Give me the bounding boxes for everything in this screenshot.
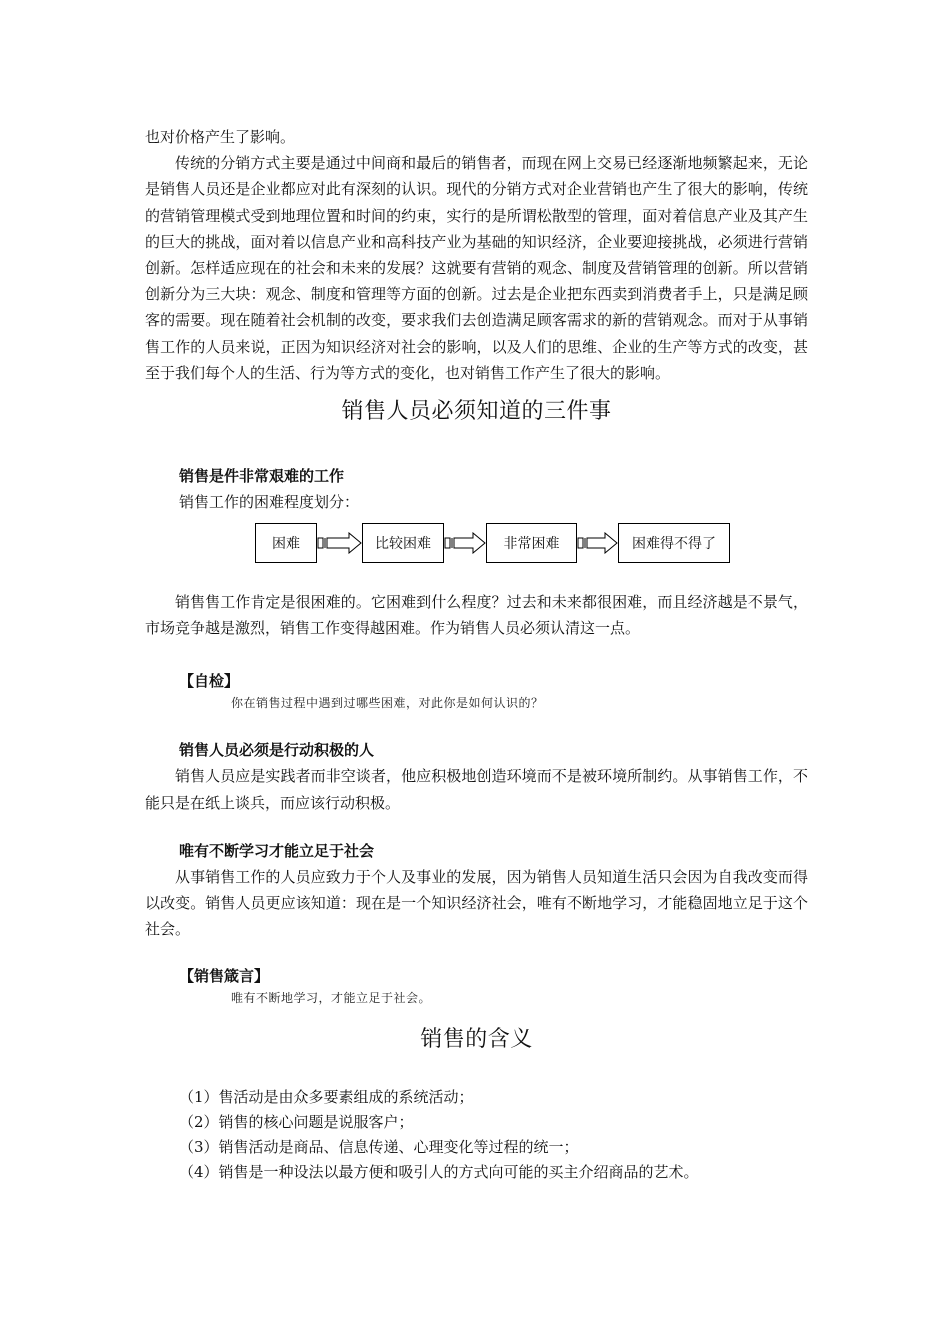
heading-keep-learning: 唯有不断学习才能立足于社会	[179, 841, 375, 860]
paragraph-sales-difficulty: 销售售工作肯定是很困难的。它困难到什么程度？过去和未来都很困难，而且经济越是不景气，市场竞争越是激烈，销售工作变得越困难。作为销售人员必须认清这一点。	[145, 593, 808, 638]
section-title-meaning: 销售的含义	[420, 1027, 533, 1053]
meaning-list	[145, 1085, 808, 1185]
difficulty-levels-label: 销售工作的困难程度划分：	[179, 493, 360, 512]
list-item: （2）销售的核心问题是说服客户；	[179, 1113, 414, 1132]
self-check-tag: 【自检】	[179, 672, 240, 691]
paragraph-proactive: 销售人员应是实践者而非空谈者，他应积极地创造环境而不是被环境所制约。从事销售工作，不能只是在纸上谈兵，而应该行动积极。	[145, 767, 808, 812]
difficulty-flow-diagram	[145, 523, 808, 567]
document-page	[145, 124, 808, 1185]
section-title-three-things: 销售人员必须知道的三件事	[341, 399, 612, 425]
list-item: （1）售活动是由众多要素组成的系统活动；	[179, 1088, 474, 1107]
heading-proactive: 销售人员必须是行动积极的人	[179, 741, 375, 760]
flow-arrow-icon	[444, 532, 486, 554]
sales-motto-tag: 【销售箴言】	[179, 967, 270, 986]
self-check-question: 你在销售过程中遇到过哪些困难，对此你是如何认识的？	[231, 696, 544, 711]
paragraph-distribution: 传统的分销方式主要是通过中间商和最后的销售者，而现在网上交易已经逐渐地频繁起来，无论是销售人员还是企业都应对此有深刻的认识。现代的分销方式对企业营销也产生了很大的影响，传统的营销管理模式受到地理位置和时间的约束，实行的是所谓松散型的管理，面对着信息产业及其产生的巨大的挑战，面对着以信息产业和高科技产业为基础的知识经济，企业要迎接挑战，必须进行营销创新。怎样适应现在的社会和未来的发展？这就要有营销的观念、制度及营销管理的创新。所以营销创新分为三大块：观念、制度和管理等方面的创新。过去是企业把东西卖到消费者手上，只是满足顾客的需要。现在随着社会机制的改变，要求我们去创造满足顾客需求的新的营销观念。而对于从事销售工作的人员来说，正因为知识经济对社会的影响，以及人们的思维、企业的生产等方式的改变，甚至于我们每个人的生活、行为等方式的变化，也对销售工作产生了很大的影响。	[145, 154, 808, 382]
list-item: （4）销售是一种设法以最方便和吸引人的方式向可能的买主介绍商品的艺术。	[179, 1163, 699, 1182]
paragraph-continuation: 也对价格产生了影响。	[145, 128, 296, 146]
sales-motto-text: 唯有不断地学习，才能立足于社会。	[231, 991, 432, 1006]
flow-arrow-icon	[317, 532, 362, 554]
flow-box-very-difficult: 非常困难	[486, 523, 577, 563]
heading-sales-is-hard: 销售是件非常艰难的工作	[179, 467, 345, 486]
flow-box-fairly-difficult: 比较困难	[362, 523, 444, 563]
flow-box-difficult: 困难	[255, 523, 317, 563]
flow-box-extremely-difficult: 困难得不得了	[618, 523, 730, 563]
list-item: （3）销售活动是商品、信息传递、心理变化等过程的统一；	[179, 1138, 579, 1157]
paragraph-keep-learning: 从事销售工作的人员应致力于个人及事业的发展，因为销售人员知道生活只会因为自我改变而得以改变。销售人员更应该知道：现在是一个知识经济社会，唯有不断地学习，才能稳固地立足于这个社会。	[145, 867, 808, 939]
flow-arrow-icon	[577, 532, 618, 554]
